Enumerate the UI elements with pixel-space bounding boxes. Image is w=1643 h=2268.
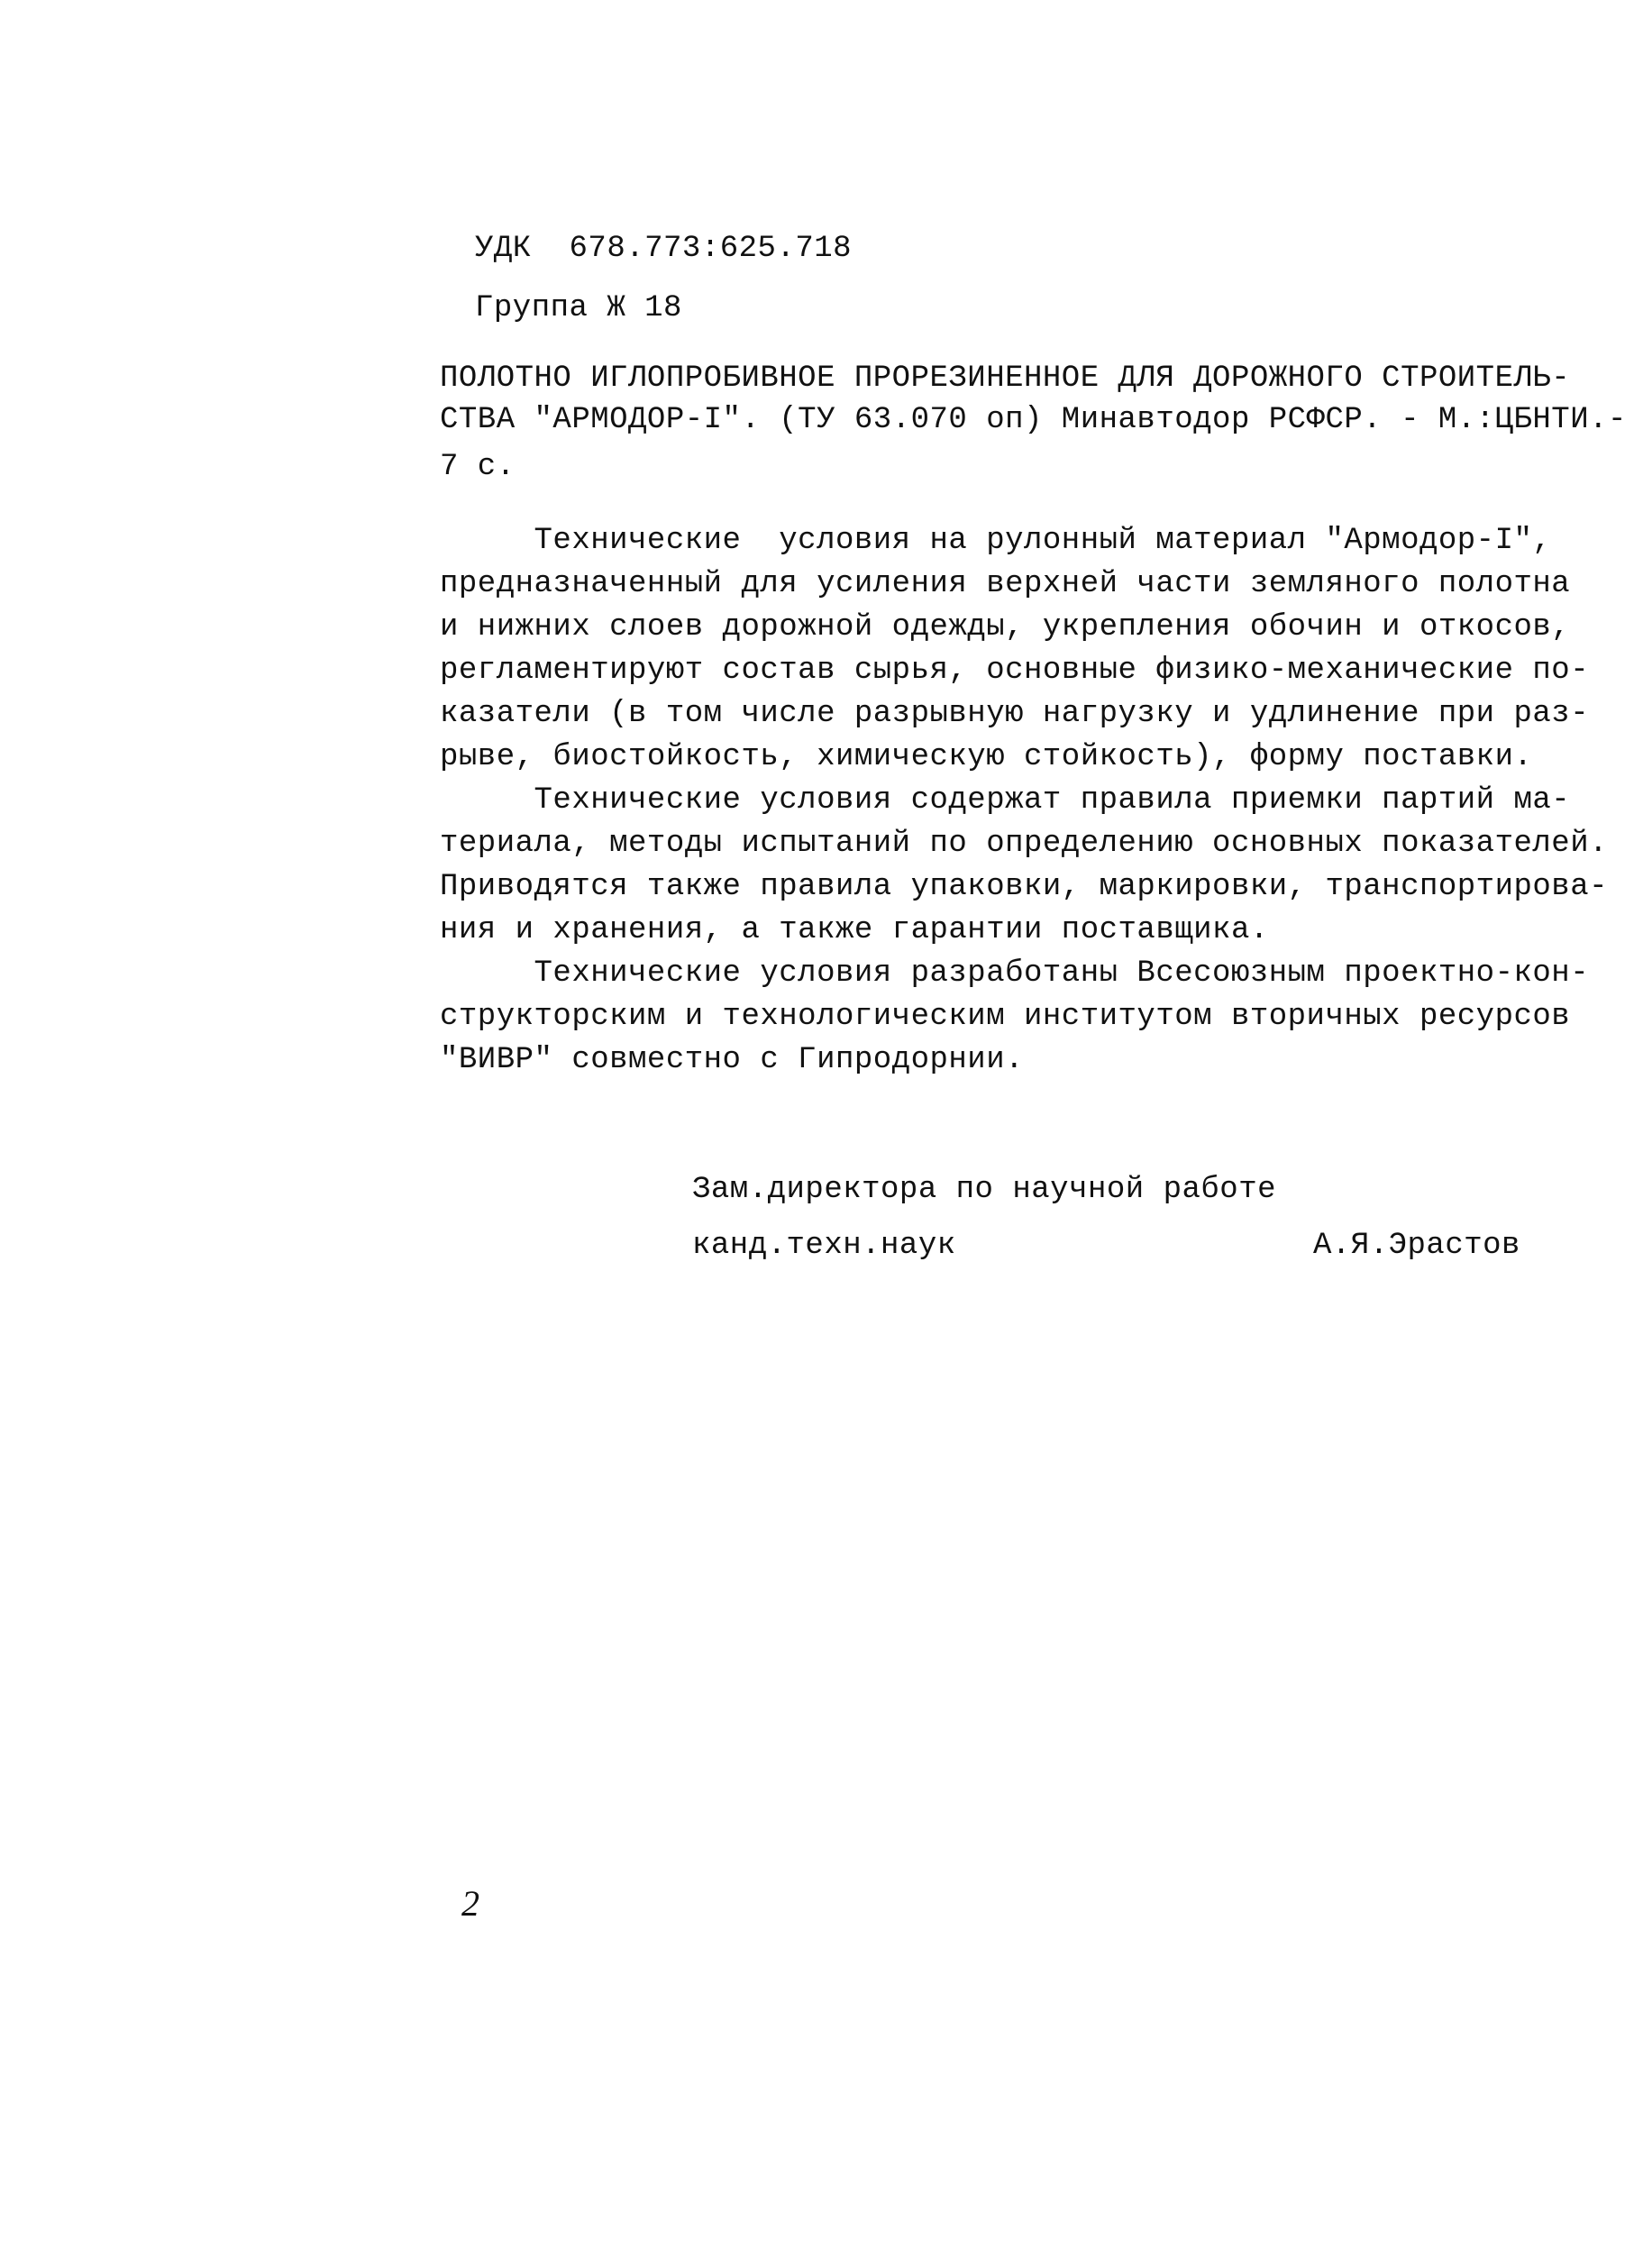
abstract-line: "ВИВР" совместно с Гипродорнии.: [440, 1043, 1025, 1077]
title-line: СТВА "АРМОДОР-I". (ТУ 63.070 оп) Минавтодор РСФСР. - М.:ЦБНТИ.-: [440, 403, 1627, 437]
abstract-line: структорским и технологическим институтом вторичных ресурсов: [440, 1000, 1571, 1034]
abstract-line: регламентируют состав сырья, основные физико-механические по-: [440, 654, 1590, 688]
udk-code: УДК 678.773:625.718: [475, 232, 853, 266]
abstract-line: Технические условия на рулонный материал "Армодор-I",: [440, 524, 1552, 558]
signatory-name: А.Я.Эрастов: [1313, 1229, 1520, 1263]
abstract-line: ния и хранения, а также гарантии поставщика.: [440, 913, 1269, 947]
abstract-line: Приводятся также правила упаковки, маркировки, транспортирова-: [440, 870, 1609, 904]
abstract-line: Технические условия содержат правила приемки партий ма-: [440, 783, 1571, 818]
abstract-line: рыве, биостойкость, химическую стойкость), форму поставки.: [440, 740, 1533, 774]
title-line: 7 с.: [440, 450, 516, 484]
abstract-line: Технические условия разработаны Всесоюзным проектно-кон-: [440, 956, 1590, 991]
abstract-line: казатели (в том числе разрывную нагрузку и удлинение при раз-: [440, 697, 1590, 731]
signatory-degree: канд.техн.наук: [692, 1229, 956, 1263]
group-code: Группа Ж 18: [475, 291, 682, 325]
abstract-line: териала, методы испытаний по определению основных показателей.: [440, 827, 1609, 861]
signatory-position: Зам.директора по научной работе: [692, 1173, 1277, 1207]
page-number: 2: [461, 1883, 479, 1924]
abstract-line: предназначенный для усиления верхней части земляного полотна: [440, 567, 1571, 601]
title-line: ПОЛОТНО ИГЛОПРОБИВНОЕ ПРОРЕЗИНЕННОЕ ДЛЯ ДОРОЖНОГО СТРОИТЕЛЬ-: [440, 361, 1571, 396]
abstract-line: и нижних слоев дорожной одежды, укрепления обочин и откосов,: [440, 610, 1571, 645]
